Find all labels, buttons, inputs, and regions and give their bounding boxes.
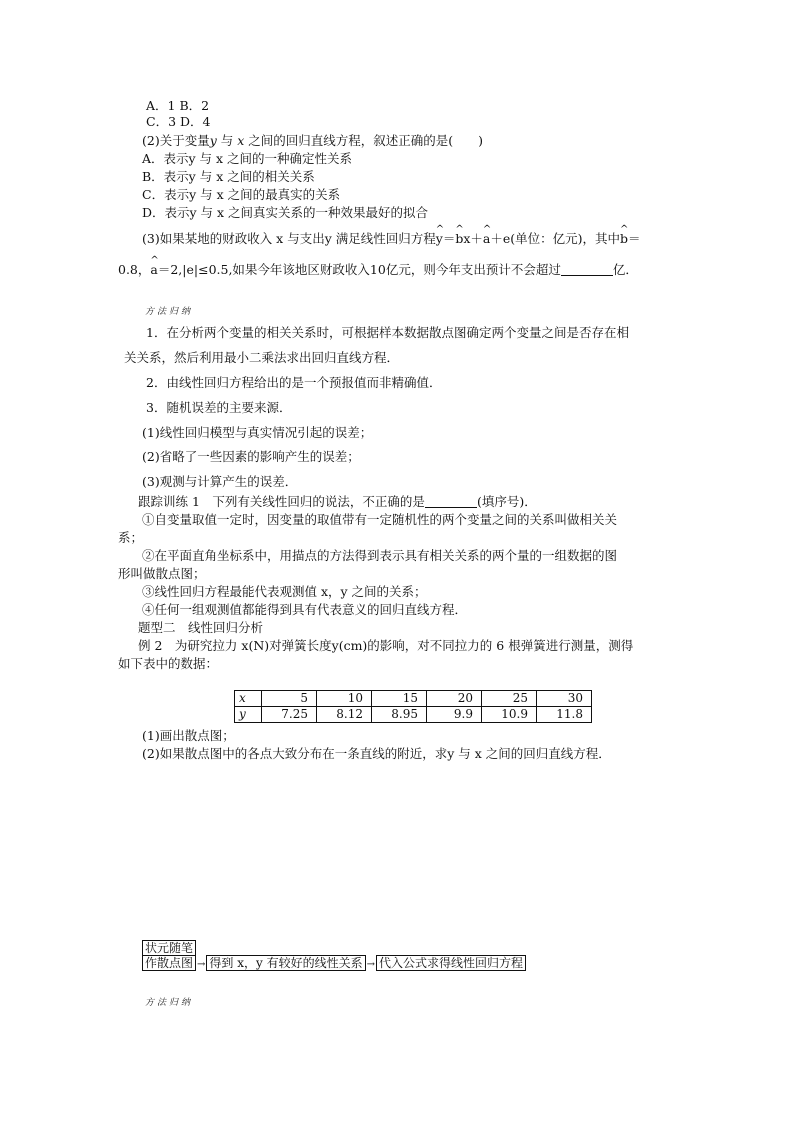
table-row-y bbox=[235, 707, 592, 723]
option-line-ab: A．1 B．2 bbox=[146, 98, 210, 113]
exercise-answer-blank[interactable] bbox=[425, 495, 477, 508]
example-2-question-1: (1)画出散点图； bbox=[142, 728, 235, 743]
table-row-x bbox=[235, 691, 592, 707]
question-2-stem: (2)关于变量y 与 x 之间的回归直线方程，叙述正确的是( ) bbox=[142, 133, 484, 148]
table-cell: 9.9 bbox=[427, 707, 482, 723]
method-summary-label: 方法归纳 bbox=[145, 307, 194, 317]
data-table bbox=[234, 690, 592, 723]
flow-step-2: 得到 x，y 有较好的线性关系 bbox=[206, 955, 365, 971]
table-cell: 25 bbox=[482, 691, 537, 707]
flow-step-3: 代入公式求得线性回归方程 bbox=[376, 955, 526, 971]
exercise-1-item-2b: 形叫做散点图； bbox=[118, 566, 206, 581]
table-cell: 5 bbox=[262, 691, 317, 707]
exercise-1-item-1b: 系； bbox=[118, 530, 144, 545]
flow-step-1: 作散点图 bbox=[142, 955, 196, 971]
table-label-x: x bbox=[235, 691, 262, 707]
table-cell: 15 bbox=[372, 691, 427, 707]
exercise-1-item-4: ④任何一组观测值都能得到具有代表意义的回归直线方程． bbox=[142, 602, 468, 617]
answer-blank[interactable] bbox=[561, 263, 613, 276]
exercise-1-item-1a: ①自变量取值一定时，因变量的取值带有一定随机性的两个变量之间的关系叫做相关关 bbox=[142, 512, 618, 527]
flow-chart bbox=[142, 955, 526, 971]
table-cell: 8.95 bbox=[372, 707, 427, 723]
question-2-option-a: A．表示y 与 x 之间的一种确定性关系 bbox=[142, 151, 353, 166]
example-2-line-1: 例 2 为研究拉力 x(N)对弹簧长度y(cm)的影响，对不同拉力的 6 根弹簧进行测量，测得 bbox=[138, 638, 634, 653]
method-summary-label-2: 方法归纳 bbox=[145, 998, 194, 1008]
table-cell: 10 bbox=[317, 691, 372, 707]
table-label-y: y bbox=[235, 707, 262, 723]
tips-title-box: 状元随笔 bbox=[142, 940, 196, 956]
option-line-cd: C．3 D．4 bbox=[146, 114, 211, 129]
method-point-2: 2．由线性回归方程给出的是一个预报值而非精确值． bbox=[146, 375, 442, 390]
method-point-3-1: (1)线性回归模型与真实情况引起的误差； bbox=[142, 425, 373, 440]
method-point-3-2: (2)省略了一些因素的影响产生的误差； bbox=[142, 449, 360, 464]
question-3-line-2: 0.8，^ a＝2,|e|≤0.5,如果今年该地区财政收入10亿元，则今年支出预计不会超过 亿． bbox=[118, 262, 638, 278]
exercise-1-item-3: ③线性回归方程最能代表观测值 x，y 之间的关系； bbox=[142, 584, 427, 599]
method-point-3: 3．随机误差的主要来源． bbox=[146, 400, 292, 415]
table-cell: 8.12 bbox=[317, 707, 372, 723]
exercise-1-item-2a: ②在平面直角坐标系中，用描点的方法得到表示具有相关关系的两个量的一组数据的图 bbox=[142, 548, 618, 563]
question-2-option-d: D．表示y 与 x 之间真实关系的一种效果最好的拟合 bbox=[142, 205, 429, 220]
table-cell: 7.25 bbox=[262, 707, 317, 723]
flow-arrow-icon: → bbox=[366, 959, 375, 970]
exercise-1-title: 跟踪训练 1 下列有关线性回归的说法，不正确的是 (填序号)． bbox=[138, 494, 537, 509]
tips-title bbox=[142, 940, 196, 956]
method-point-1a: 1．在分析两个变量的相关关系时，可根据样本数据散点图确定两个变量之间是否存在相 bbox=[146, 325, 629, 340]
example-2-question-2: (2)如果散点图中的各点大致分布在一条直线的附近，求y 与 x 之间的回归直线方程． bbox=[142, 746, 611, 761]
method-point-3-3: (3)观测与计算产生的误差． bbox=[142, 474, 298, 489]
table-cell: 20 bbox=[427, 691, 482, 707]
question-2-option-b: B．表示y 与 x 之间的相关关系 bbox=[142, 169, 315, 184]
question-3-line-1: (3)如果某地的财政收入 x 与支出y 满足线性回归方程^ y＝^ bx＋^ a＋e(单位：亿元)，其中^ b＝ bbox=[142, 231, 641, 247]
table-cell: 11.8 bbox=[537, 707, 592, 723]
table-cell: 30 bbox=[537, 691, 592, 707]
flow-arrow-icon: → bbox=[197, 959, 206, 970]
example-2-line-2: 如下表中的数据： bbox=[118, 656, 219, 671]
table-cell: 10.9 bbox=[482, 707, 537, 723]
method-point-1b: 关关系，然后利用最小二乘法求出回归直线方程． bbox=[124, 350, 400, 365]
section-2-title: 题型二 线性回归分析 bbox=[138, 620, 264, 635]
question-2-option-c: C．表示y 与 x 之间的最真实的关系 bbox=[142, 187, 341, 202]
